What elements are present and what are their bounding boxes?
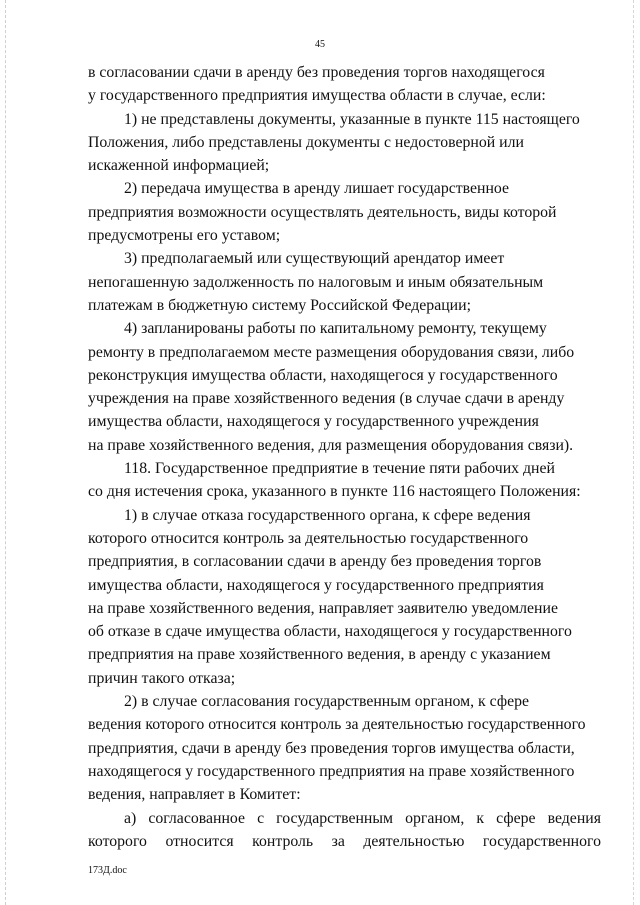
text-line: искаженной информацией; xyxy=(88,157,270,175)
text-line: имущества области, находящегося у государственного учреждения xyxy=(88,413,539,431)
paragraph-clause-118-item-2-a xyxy=(88,807,601,854)
text-line: 1) в случае отказа государственного органа, к сфере ведения xyxy=(124,506,531,524)
text-line: предприятия, сдачи в аренду без проведения торгов имущества области, xyxy=(88,739,575,757)
text-line: Положения, либо представлены документы с недостоверной или xyxy=(88,133,524,151)
paragraph-clause-118-item-2 xyxy=(88,690,601,806)
paragraph-item-3 xyxy=(88,247,601,317)
text-line: ведения которого относится контроль за деятельностью государственного xyxy=(88,716,586,734)
text-line: предусмотрены его уставом; xyxy=(88,227,281,245)
text-line: 3) предполагаемый или существующий арендатор имеет xyxy=(124,250,505,268)
paragraph-clause-118 xyxy=(88,457,601,504)
text-line: которого относится контроль за деятельностью государственного xyxy=(88,832,601,850)
text-line: у государственного предприятия имущества области в случае, если: xyxy=(88,87,546,105)
paragraph-clause-118-item-1 xyxy=(88,504,601,690)
text-line: которого относится контроль за деятельностью государственного xyxy=(88,529,529,547)
text-line: причин такого отказа; xyxy=(88,669,236,687)
text-line: ведения, направляет в Комитет: xyxy=(88,786,301,804)
text-line: платежам в бюджетную систему Российской Федерации; xyxy=(88,296,471,314)
text-line: учреждения на праве хозяйственного ведения (в случае сдачи в аренду xyxy=(88,390,565,408)
text-line: 2) передача имущества в аренду лишает государственное xyxy=(124,180,510,198)
scan-edge-right xyxy=(633,0,634,905)
text-line: ремонту в предполагаемом месте размещения оборудования связи, либо xyxy=(88,343,575,361)
page-number: 45 xyxy=(315,39,325,50)
text-line: находящегося у государственного предприятия на праве хозяйственного xyxy=(88,762,575,780)
document-body xyxy=(88,61,601,853)
text-line: предприятия возможности осуществлять деятельность, виды которой xyxy=(88,203,557,221)
text-line: 4) запланированы работы по капитальному ремонту, текущему xyxy=(124,320,547,338)
text-line: об отказе в сдаче имущества области, находящегося у государственного xyxy=(88,623,572,641)
text-line: имущества области, находящегося у государственного предприятия xyxy=(88,576,544,594)
paragraph-continuation xyxy=(88,61,601,108)
text-line: 1) не представлены документы, указанные в пункте 115 настоящего xyxy=(124,110,580,128)
text-line: а) согласованное с государственным органом, к сфере ведения xyxy=(124,809,601,827)
text-line: со дня истечения срока, указанного в пункте 116 настоящего Положения: xyxy=(88,483,581,501)
text-line: предприятия, в согласовании сдачи в аренду без проведения торгов xyxy=(88,553,542,571)
text-line: предприятия на праве хозяйственного ведения, в аренду с указанием xyxy=(88,646,551,664)
text-line: реконструкция имущества области, находящегося у государственного xyxy=(88,366,558,384)
footer-file-name: 173Д.doc xyxy=(88,865,127,876)
text-line: в согласовании сдачи в аренду без проведения торгов находящегося xyxy=(88,64,545,81)
scan-edge-left xyxy=(5,0,6,905)
text-line: на праве хозяйственного ведения, направляет заявителю уведомление xyxy=(88,599,558,617)
paragraph-item-4 xyxy=(88,317,601,457)
paragraph-item-2 xyxy=(88,177,601,247)
text-line: 2) в случае согласования государственным органом, к сфере xyxy=(124,693,530,711)
text-line: 118. Государственное предприятие в течение пяти рабочих дней xyxy=(124,460,555,478)
text-line: непогашенную задолженность по налоговым и иным обязательным xyxy=(88,273,544,291)
text-line: на праве хозяйственного ведения, для размещения оборудования связи). xyxy=(88,436,574,454)
paragraph-item-1 xyxy=(88,108,601,178)
